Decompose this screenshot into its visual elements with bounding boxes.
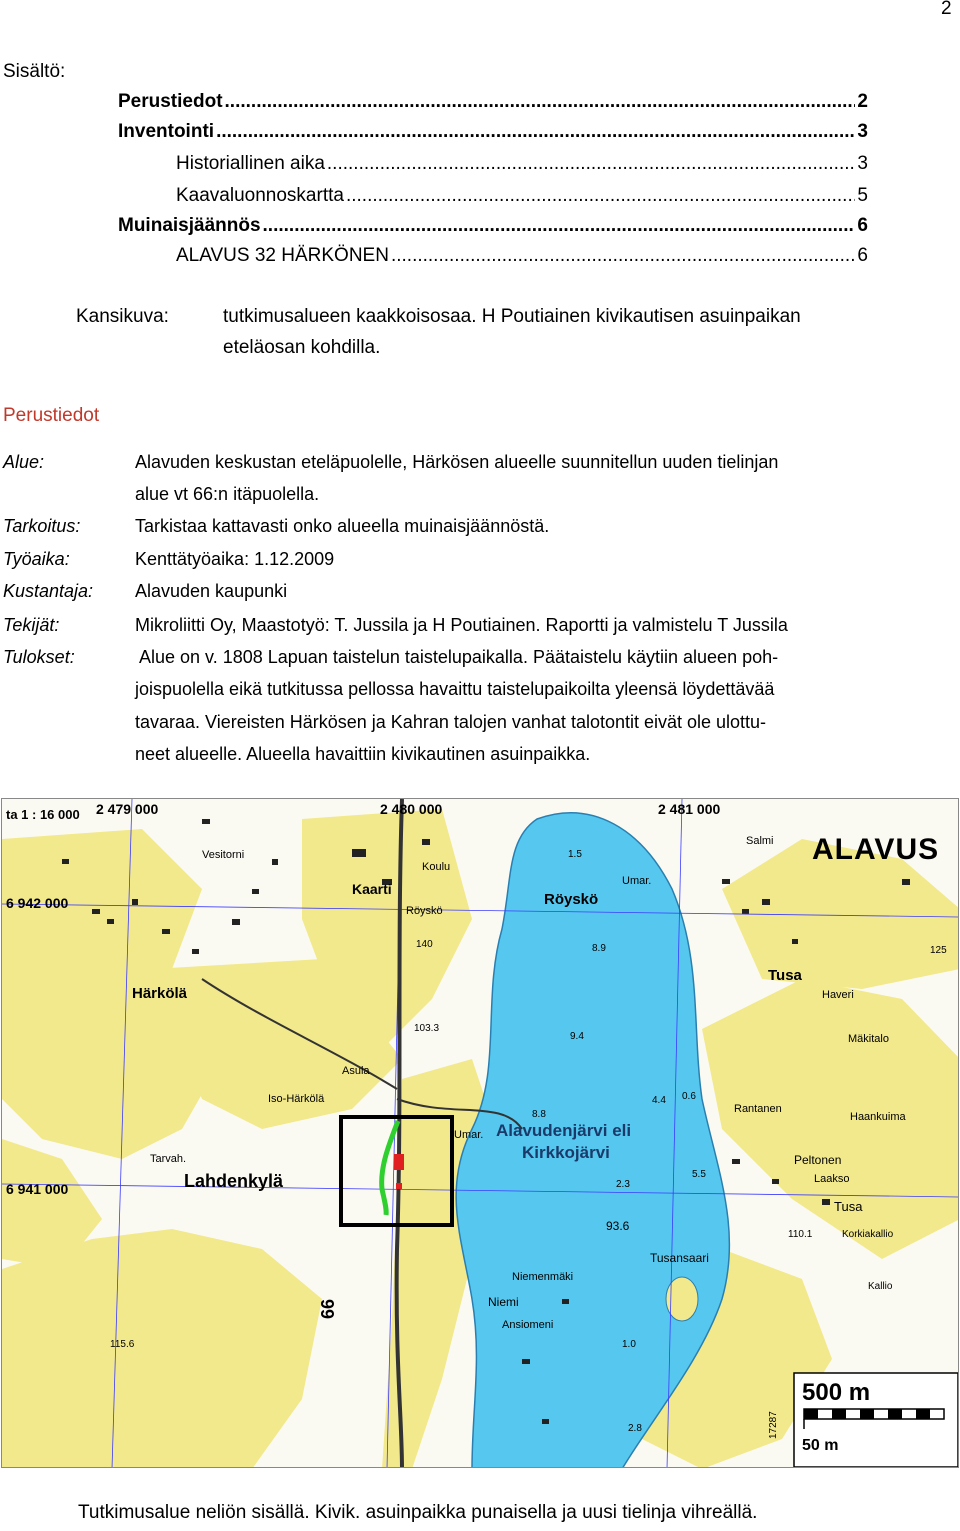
place-haankuima: Haankuima — [850, 1111, 906, 1123]
toc-entry — [118, 215, 868, 237]
place-vesitorni: Vesitorni — [202, 849, 245, 861]
place-roysko: Röyskö — [544, 891, 599, 908]
field-value-alue-2: alue vt 66:n itäpuolella. — [135, 484, 320, 504]
field-value-tyoaika: Kenttätyöaika: 1.12.2009 — [135, 549, 335, 569]
cover-label: Kansikuva: — [76, 306, 169, 327]
place-asula: Asula — [342, 1065, 370, 1077]
place-tusa: Tusa — [768, 967, 802, 984]
toc-entry-page: 6 — [857, 245, 868, 266]
toc-entry-label: Historiallinen aika — [176, 153, 325, 174]
lake-name-2: Kirkkojärvi — [522, 1143, 610, 1162]
place-ansiomeni: Ansiomeni — [502, 1319, 554, 1331]
place-iso-harkola: Iso-Härkölä — [268, 1093, 325, 1105]
field-value-tulokset-3: tavaraa. Viereisten Härkösen ja Kahran talojen vanhat talotontit eivät ole ulottu- — [135, 712, 767, 732]
toc-entry-page: 3 — [857, 153, 868, 174]
field-value-tulokset-2: joispuolella eikä tutkitussa pellossa havaittu taistelupaikoilta yleensä löydettävää — [135, 679, 775, 699]
place-salmi: Salmi — [746, 835, 774, 847]
place-niemi: Niemi — [488, 1295, 519, 1309]
place-lahdenkyla: Lahdenkylä — [184, 1171, 284, 1191]
height-label: 115.6 — [110, 1339, 135, 1350]
place-tusansaari: Tusansaari — [650, 1251, 709, 1265]
toc-leader-dots — [263, 215, 856, 237]
page-number: 2 — [941, 0, 952, 19]
depth-label: 1.0 — [622, 1339, 636, 1350]
cover-text-line1: tutkimusalueen kaakkoisosaa. H Poutiainen kivikautisen asuinpaikan — [223, 306, 801, 327]
field-value-tarkoitus: Tarkistaa kattavasti onko alueella muinaisjäännöstä. — [135, 516, 550, 536]
depth-label: 0.6 — [682, 1091, 696, 1102]
toc-entry-label: Inventointi — [118, 121, 215, 142]
field-value-tekijat: Mikroliitti Oy, Maastotyö: T. Jussila ja H Poutiainen. Raportti ja valmistelu T Jussila — [135, 615, 788, 635]
field-label-tarkoitus: Tarkoitus: — [3, 516, 81, 536]
site-marker — [394, 1154, 404, 1170]
grid-x-label-3: 2 481 000 — [658, 801, 721, 817]
place-umar-2: Umar. — [454, 1129, 484, 1141]
scale-bar-small-label: 50 m — [802, 1437, 839, 1454]
map-caption: Tutkimusalue neliön sisällä. Kivik. asuinpaikka punaisella ja uusi tielinja vihreällä. — [78, 1502, 758, 1523]
toc-leader-dots — [225, 91, 856, 113]
place-kaarti: Kaarti — [352, 881, 392, 897]
toc-entry-label: Perustiedot — [118, 91, 223, 112]
height-label: 110.1 — [788, 1229, 813, 1240]
field-value-alue-1: Alavuden keskustan eteläpuolelle, Härkösen alueelle suunnitellun uuden tielinjan — [135, 452, 779, 472]
place-roysko-small: Röyskö — [406, 905, 443, 917]
toc-entry-page: 2 — [857, 91, 868, 112]
height-label: 125 — [930, 945, 947, 956]
place-rantanen: Rantanen — [734, 1103, 782, 1115]
toc-entry-label: Kaavaluonnoskartta — [176, 185, 344, 206]
map-scale-label: ta 1 : 16 000 — [6, 807, 80, 822]
section-title: Perustiedot — [3, 405, 100, 426]
place-korkiakallio: Korkiakallio — [842, 1229, 894, 1240]
depth-label: 5.5 — [692, 1169, 706, 1180]
toc-entry — [176, 245, 868, 267]
scale-bar-big-label: 500 m — [802, 1379, 871, 1406]
depth-label: 2.3 — [616, 1179, 630, 1190]
depth-label: 9.4 — [570, 1031, 584, 1042]
place-haveri: Haveri — [822, 989, 854, 1001]
toc-entry-label: Muinaisjäännös — [118, 215, 261, 236]
field-label-tyoaika: Työaika: — [3, 549, 70, 569]
lake-name-1: Alavudenjärvi eli — [496, 1121, 632, 1140]
town-label: ALAVUS — [812, 833, 940, 866]
place-umar-1: Umar. — [622, 875, 652, 887]
height-label: 140 — [416, 939, 433, 950]
road-number: 66 — [318, 1298, 338, 1319]
place-laakso: Laakso — [814, 1173, 850, 1185]
depth-label: 8.8 — [532, 1109, 546, 1120]
toc-leader-dots — [391, 245, 855, 267]
toc-entry-page: 6 — [857, 215, 868, 236]
place-peltonen: Peltonen — [794, 1153, 842, 1167]
toc-entry — [118, 91, 868, 113]
depth-label: 1.5 — [568, 849, 582, 860]
cover-text-line2: eteläosan kohdilla. — [223, 337, 381, 358]
place-tusa-2: Tusa — [834, 1199, 863, 1214]
field-value-tulokset-1: Alue on v. 1808 Lapuan taistelun taistelupaikalla. Päätaistelu käytiin alueen poh- — [139, 647, 779, 667]
field-value-kustantaja: Alavuden kaupunki — [135, 581, 288, 601]
toc-entry-label: ALAVUS 32 HÄRKÖNEN — [176, 245, 389, 266]
road-number-2: 17287 — [768, 1411, 779, 1439]
place-koulu: Koulu — [422, 861, 451, 873]
grid-y-label-1: 6 942 000 — [6, 895, 69, 911]
grid-x-label-1: 2 479 000 — [96, 801, 159, 817]
field-label-alue: Alue: — [3, 452, 45, 472]
depth-label: 93.6 — [606, 1219, 630, 1233]
height-label: 103.3 — [414, 1023, 440, 1034]
depth-label: 8.9 — [592, 943, 606, 954]
depth-label: 2.8 — [628, 1423, 642, 1434]
place-harkola: Härkölä — [132, 985, 188, 1002]
toc-leader-dots — [346, 185, 855, 207]
field-label-tulokset: Tulokset: — [3, 647, 75, 667]
toc-entry — [118, 121, 868, 143]
field-label-tekijat: Tekijät: — [3, 615, 60, 635]
place-kallio: Kallio — [868, 1281, 893, 1292]
toc-heading: Sisältö: — [3, 61, 66, 82]
toc-leader-dots — [327, 153, 856, 175]
field-label-kustantaja: Kustantaja: — [3, 581, 94, 601]
place-niemenmaki: Niemenmäki — [512, 1271, 574, 1283]
toc-entry — [176, 185, 868, 207]
toc-entry — [176, 153, 868, 175]
grid-y-label-2: 6 941 000 — [6, 1181, 69, 1197]
place-tarvah: Tarvah. — [150, 1153, 187, 1165]
toc-entry-page: 3 — [857, 121, 868, 142]
toc-leader-dots — [216, 121, 855, 143]
toc-entry-page: 5 — [857, 185, 868, 206]
grid-x-label-2: 2 480 000 — [380, 801, 443, 817]
topographic-map — [1, 798, 959, 1468]
place-makitalo: Mäkitalo — [848, 1033, 889, 1045]
depth-label: 4.4 — [652, 1095, 666, 1106]
field-value-tulokset-4: neet alueelle. Alueella havaittiin kivikautinen asuinpaikka. — [135, 744, 591, 764]
